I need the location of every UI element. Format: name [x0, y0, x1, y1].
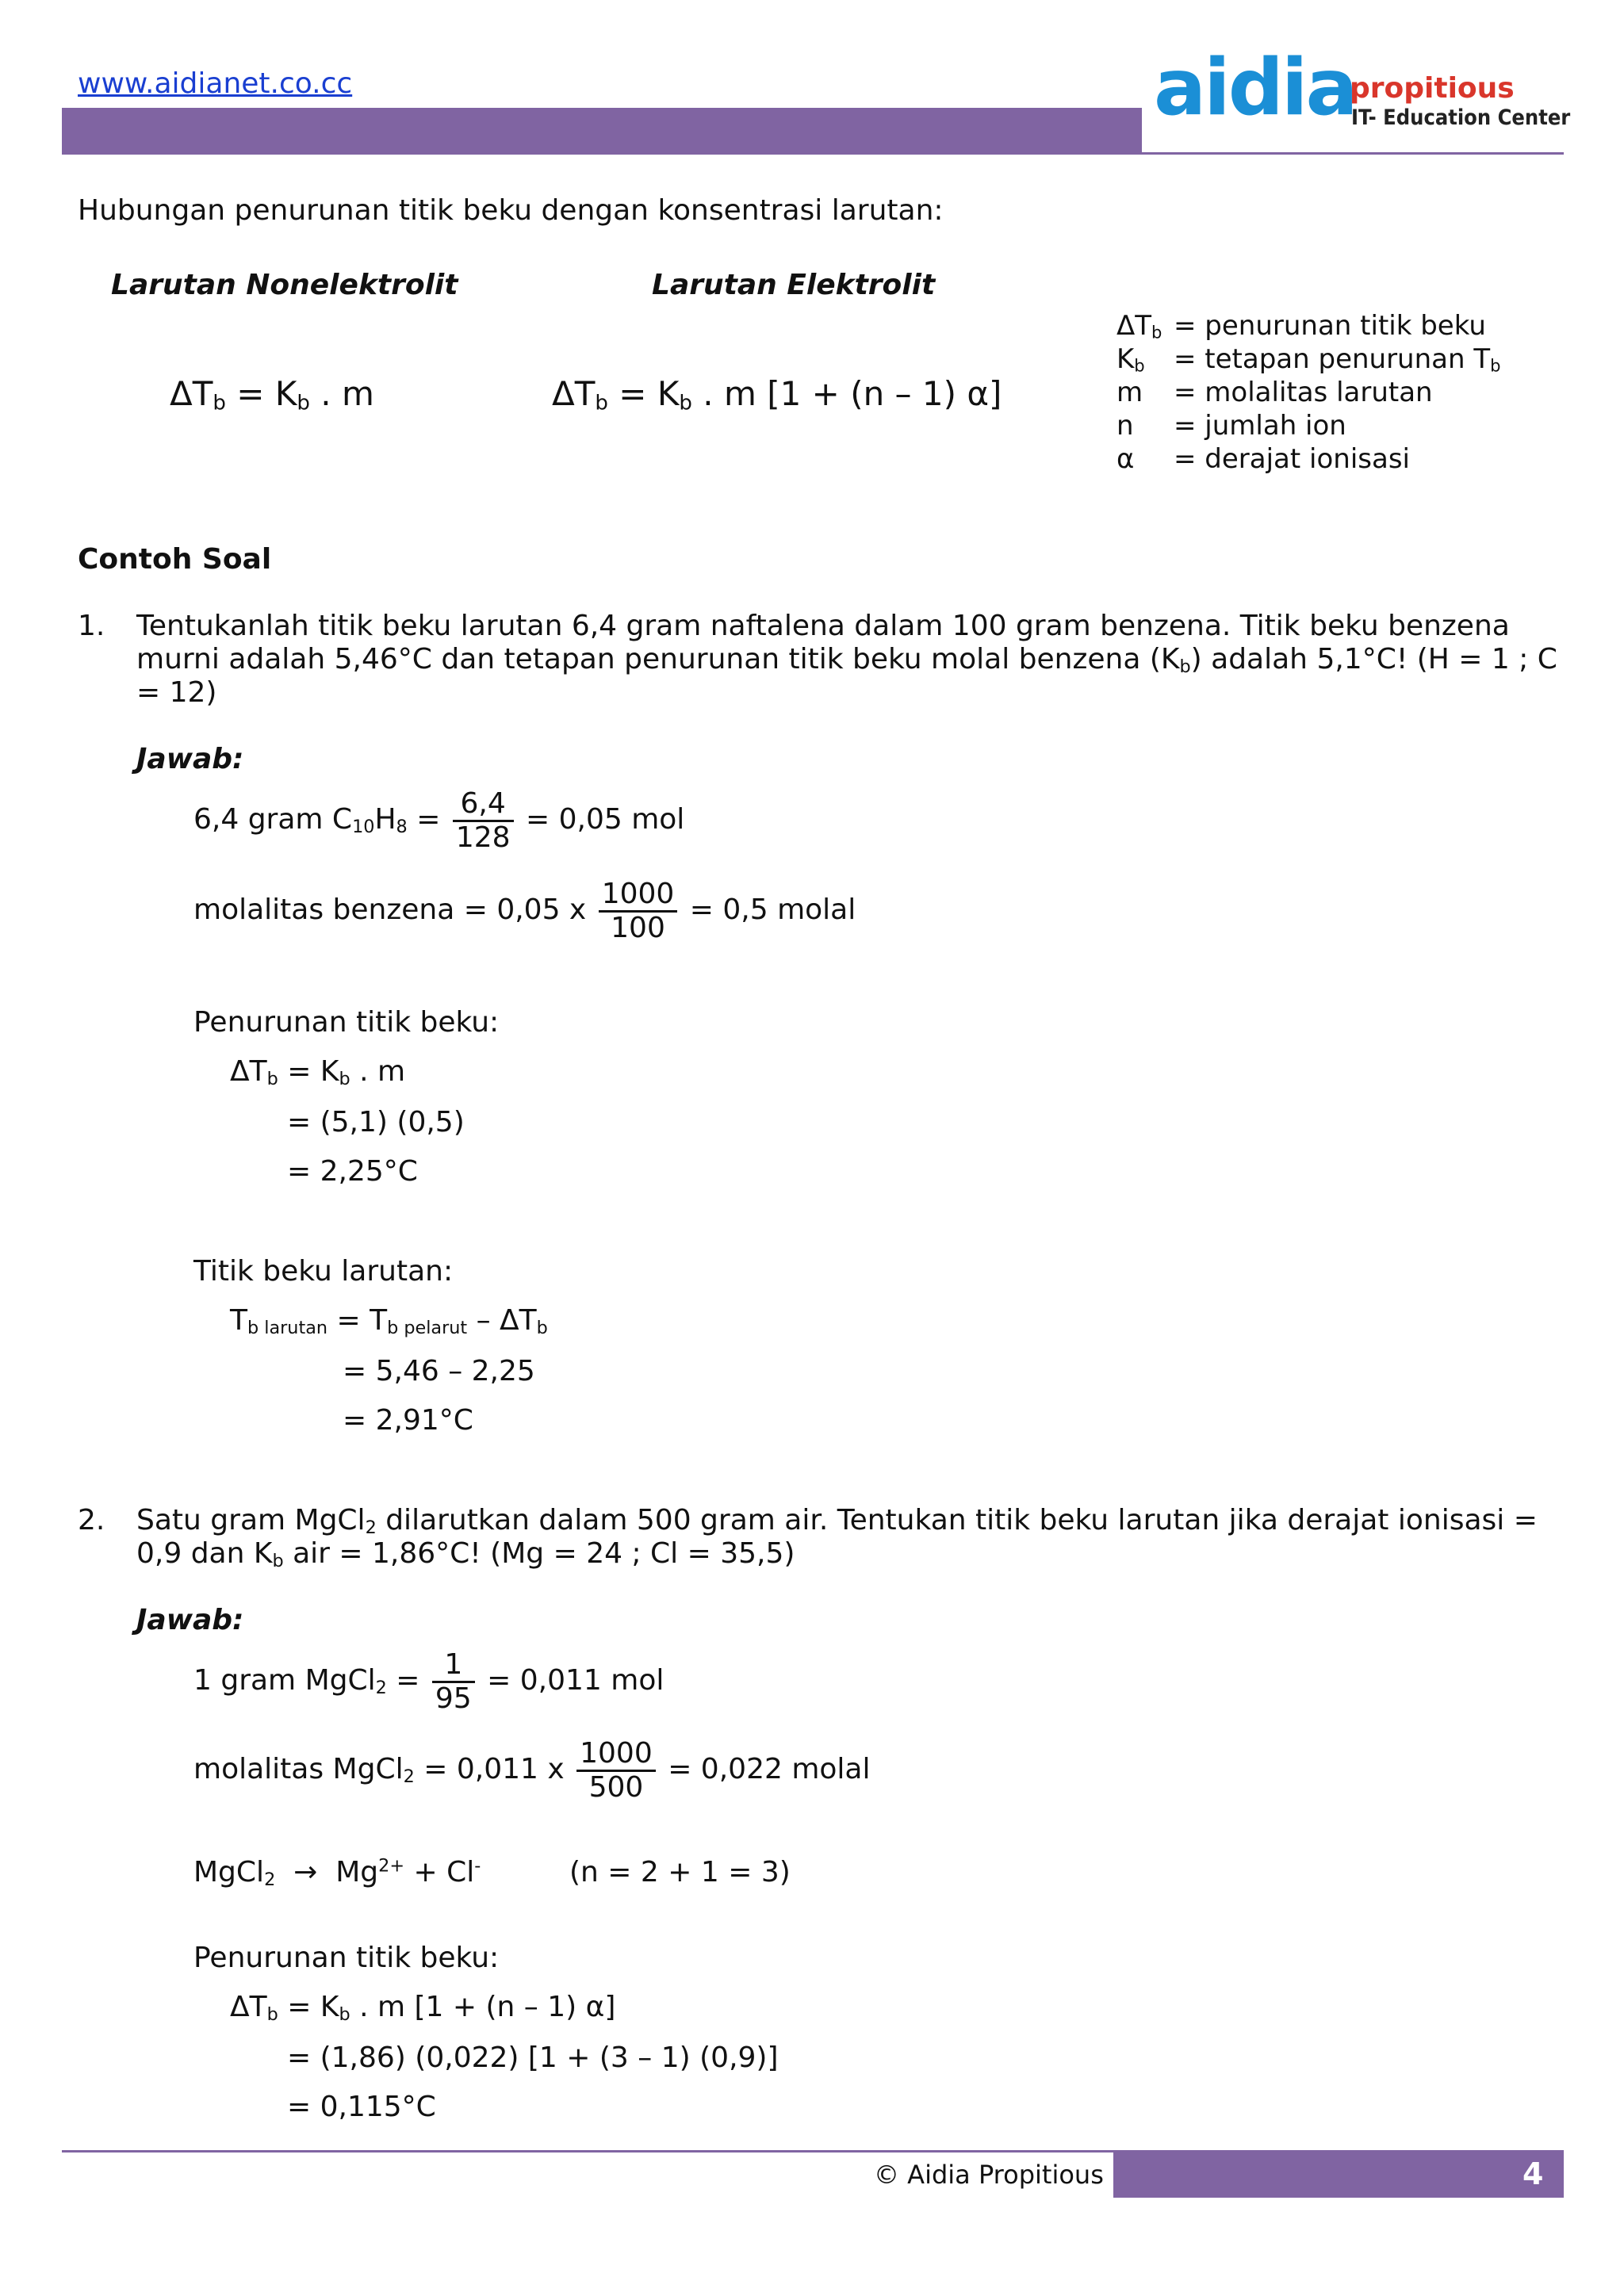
q2-dissociation: MgCl$_2$ → $Mg^{2+} + Cl^-$	[193, 1855, 481, 1890]
logo-tagline: propitious	[1350, 72, 1515, 105]
aidia-logo-wordmark: aidia	[1154, 43, 1356, 133]
q1-titik-label: Titik beku larutan:	[193, 1255, 454, 1288]
q1-mol-fraction: $\frac{6,4}{128}$	[453, 788, 514, 853]
q1-text-line3: = 12)	[136, 676, 217, 709]
footer-copyright: © Aidia Propitious	[874, 2160, 1104, 2190]
logo-subtitle: IT- Education Center	[1351, 105, 1571, 130]
legend-row	[1116, 376, 1501, 409]
q1-penurunan-label: Penurunan titik beku:	[193, 1006, 500, 1039]
q1-number: 1.	[78, 610, 105, 642]
q2-text-line1: Satu gram MgCl$_2$ dilarutkan dalam 500 gram air. Tentukan titik beku larutan jika derajat ionisasi =	[136, 1504, 1538, 1538]
q1-titik-step3: = 2,91°C	[343, 1404, 473, 1437]
q2-penurunan-step3: = 0,115°C	[287, 2091, 436, 2123]
legend-definition: = derajat ionisasi	[1174, 443, 1410, 475]
legend-row	[1116, 409, 1501, 442]
q2-n-note: (n = 2 + 1 = 3)	[569, 1856, 791, 1888]
legend-symbol: α	[1116, 443, 1135, 475]
legend-symbol: n	[1116, 410, 1134, 442]
q1-penurunan-step1: $\Delta T_b = K_b$ . m	[230, 1055, 406, 1089]
q1-text-line2: murni adalah 5,46°C dan tetapan penurunan titik beku molal benzena $(K_b)$ adalah 5,1°C! (H = 1 ; C	[136, 643, 1557, 677]
legend-symbol: m	[1116, 377, 1143, 408]
section-title: Contoh Soal	[78, 543, 272, 576]
elektrolit-heading: Larutan Elektrolit	[652, 269, 936, 301]
q2-number: 2.	[78, 1504, 105, 1536]
q2-molal-calc: molalitas MgCl$_2$ = 0,011 x $\frac{1000}{500}$ = 0,022 molal	[193, 1737, 871, 1804]
q2-penurunan-step1: $\Delta T_b = K_b$ . m [1 + (n – 1) α]	[230, 1991, 616, 2025]
q2-mol-fraction: $\frac{1}{95}$	[432, 1649, 475, 1714]
elektrolit-formula: $\Delta T_b = K_b$ . m [1 + (n – 1) α]	[552, 374, 1002, 415]
q1-penurunan-step3: = 2,25°C	[287, 1155, 418, 1188]
header-underline	[62, 152, 1564, 155]
variable-legend	[1116, 309, 1501, 476]
intro-text: Hubungan penurunan titik beku dengan konsentrasi larutan:	[78, 194, 944, 227]
q2-mol-calc: 1 gram MgCl$_2$ = $\frac{1}{95}$ = 0,011 mol	[193, 1648, 665, 1715]
q1-jawab: Jawab:	[136, 743, 244, 775]
nonelektrolit-heading: Larutan Nonelektrolit	[111, 269, 458, 301]
q1-penurunan-step2: = (5,1) (0,5)	[287, 1106, 465, 1138]
q2-penurunan-step2: = (1,86) (0,022) [1 + (3 – 1) (0,9)]	[287, 2042, 779, 2074]
page-number: 4	[1522, 2156, 1544, 2191]
q1-titik-step2: = 5,46 – 2,25	[343, 1355, 535, 1387]
arrow-right-icon: →	[293, 1856, 318, 1888]
legend-row: $\Delta T_b$ = penurunan titik beku	[1116, 310, 1486, 342]
legend-definition: = tetapan penurunan T	[1174, 343, 1491, 375]
q1-molal-calc: molalitas benzena = 0,05 x $\frac{1000}{100}$ = 0,5 molal	[193, 878, 856, 944]
legend-symbol: ΔT	[1116, 310, 1152, 342]
q1-mol-calc: 6,4 gram $C_{10}H_8$ = $\frac{6,4}{128}$ = 0,05 mol	[193, 787, 685, 854]
site-url-link[interactable]: www.aidianet.co.cc	[78, 67, 353, 100]
q1-molal-fraction: $\frac{1000}{100}$	[599, 878, 678, 943]
legend-definition: = molalitas larutan	[1174, 377, 1433, 408]
legend-row: $K_b$ = tetapan penurunan $T_b$	[1116, 343, 1501, 376]
legend-definition: = penurunan titik beku	[1174, 310, 1486, 342]
footer-bar	[1113, 2152, 1564, 2198]
legend-symbol: K	[1116, 343, 1135, 375]
q2-jawab: Jawab:	[136, 1604, 244, 1636]
q2-molal-fraction: $\frac{1000}{500}$	[576, 1738, 656, 1803]
legend-row	[1116, 442, 1501, 476]
q2-penurunan-label: Penurunan titik beku:	[193, 1942, 500, 1974]
header-bar	[62, 108, 1142, 154]
legend-definition: = jumlah ion	[1174, 410, 1346, 442]
q1-text-line1: Tentukanlah titik beku larutan 6,4 gram naftalena dalam 100 gram benzena. Titik beku benzena	[136, 610, 1510, 642]
nonelektrolit-formula: $\Delta T_b = K_b$ . m	[170, 374, 374, 415]
q2-text-line2: 0,9 dan $K_b$ air = 1,86°C! (Mg = 24 ; Cl = 35,5)	[136, 1537, 795, 1571]
q1-titik-step1: $T_{b larutan} = T_{b pelarut} - \Delta T_b$	[230, 1304, 548, 1338]
